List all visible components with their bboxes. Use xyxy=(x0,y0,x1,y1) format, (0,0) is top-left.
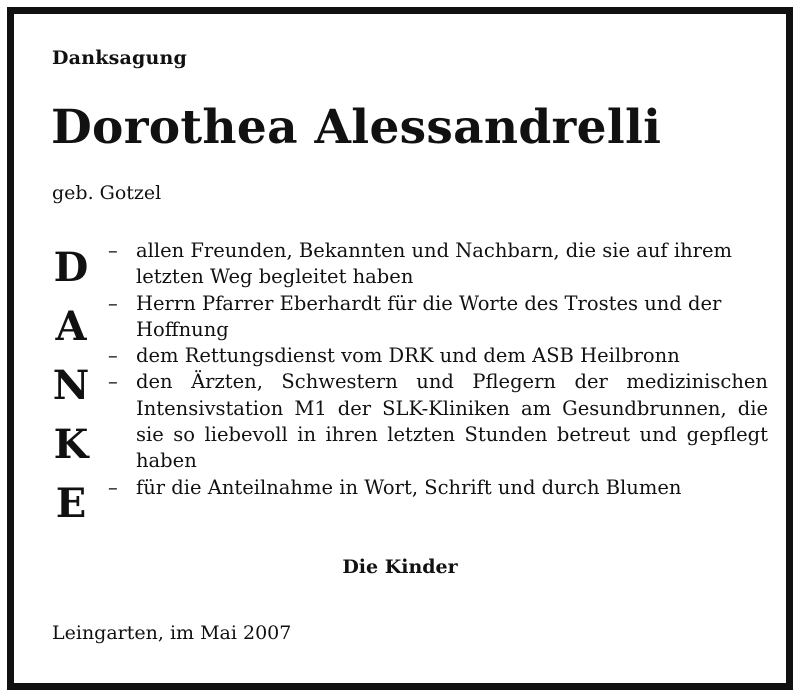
danke-letter-d: D xyxy=(53,244,89,291)
signer: Die Kinder xyxy=(342,556,458,578)
dash-marker: – xyxy=(108,370,118,394)
notice-heading: Danksagung xyxy=(52,47,187,69)
dash-marker: – xyxy=(108,239,118,262)
maiden-name: geb. Gotzel xyxy=(52,182,162,204)
danke-letter-n: N xyxy=(52,362,90,409)
dash-marker: – xyxy=(108,344,118,368)
thanks-item-rescue-service xyxy=(108,343,768,369)
thanks-text: Herrn Pfarrer Eberhardt für die Worte des Trostes und der Hoffnung xyxy=(136,291,722,341)
thanks-list xyxy=(108,238,768,501)
danke-letter-k: K xyxy=(53,421,89,468)
dash-marker: – xyxy=(108,475,118,499)
deceased-name: Dorothea Alessandrelli xyxy=(51,100,662,155)
danke-letter-e: E xyxy=(55,480,87,527)
thanks-item-sympathy xyxy=(108,475,768,501)
thanks-item-doctors xyxy=(108,369,768,474)
thanks-item-friends xyxy=(108,238,768,291)
thanks-text: allen Freunden, Bekannten und Nachbarn, die sie auf ihrem letzten Weg begleitet haben xyxy=(136,239,732,289)
notice-frame xyxy=(7,7,793,690)
dash-marker: – xyxy=(108,291,118,315)
thanks-item-pastor xyxy=(108,291,768,344)
place-date: Leingarten, im Mai 2007 xyxy=(52,622,292,644)
thanks-text: dem Rettungsdienst vom DRK und dem ASB Heilbronn xyxy=(136,344,680,368)
danke-acrostic xyxy=(48,238,94,533)
thanks-text: für die Anteilnahme in Wort, Schrift und durch Blumen xyxy=(136,475,682,499)
danke-letter-a: A xyxy=(55,303,87,350)
thanks-text: den Ärzten, Schwestern und Pflegern der medizinischen Intensivstation M1 der SLK-Kliniken am Gesundbrunnen, die sie so liebevoll in ihren letzten Stunden betreut und gepflegt haben xyxy=(136,370,768,473)
